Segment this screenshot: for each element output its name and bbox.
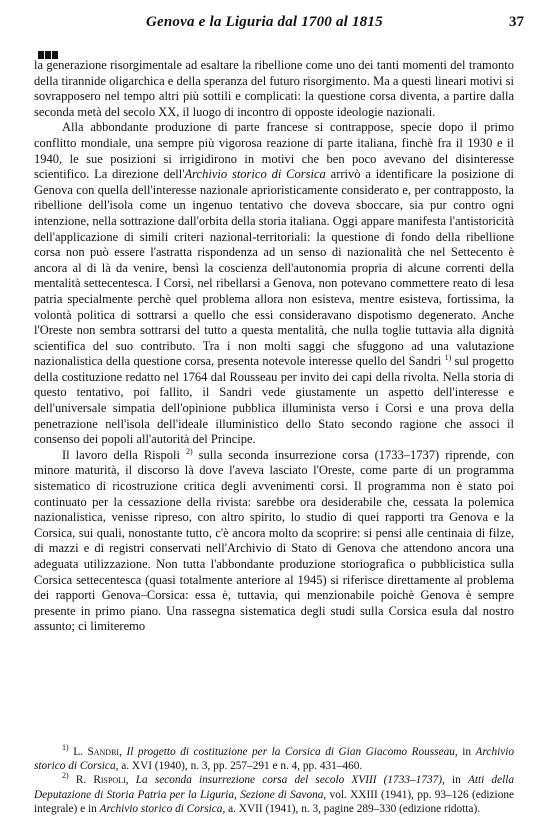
paragraph (34, 448, 514, 635)
text-run: Alla abbondante produzione di parte francese si contrappose, specie dopo il primo conflitto mondiale, una sempre più vigorosa reazione di parte italiana, finchè fra il 1930 e il 1940, le sue posizioni si irrigidirono in motivi che ben poco avevano del disinteresse scientifico. La direzione dell' (34, 120, 514, 182)
footnote-ref: 2) (62, 771, 69, 781)
text-run: arrivò a identificare la posizione di Genova con quella dell'interesse nazionale aprioristicamente considerato e, per contrapposto, la ribellione dell'isola come un ingenuo tentativo che doveva sboccare, sia pur contro ogni intenzione, nella sottrazione dall'orbita della storia italiana. Oggi appare manifesta l'antistoricità dell'applicazione di simili criteri nazional-territoriali: la questione di fondo della ribellione corsa non può essere l'astratta rispondenza ad un senso di nazionalità che nel Settecento è ancora al di là da venire, bensì la coscienza dell'autonomia propria di alcune correnti della mentalità settecentesca. I Corsi, nel ribellarsi a Genova, non potevano commettere reato di lesa patria specialmente perchè quel problema allora non esisteva, mentre esisteva, fortissima, la volontà politica di sottrarsi a quello che essi consideravano dispotismo degenerato. Anche l'Oreste non sembra sottrarsi del tutto a questa mentalità, che nulla toglie tuttavia alla dignità scientifica del suo contributo. Tra i non molti saggi che sfuggono ad una valutazione nazionalistica della questione corsa, presenta notevole interesse quello del Sandri (34, 167, 514, 369)
text-run: L. Sandri (73, 746, 120, 758)
text-run: Archivio storico di Corsica (184, 167, 326, 182)
print-artifact (38, 44, 64, 52)
text-run: , a. XVII (1941), n. 3, pagine 289–330 (edizione ridotta). (222, 802, 481, 815)
running-header (36, 14, 532, 34)
paragraph (34, 120, 514, 447)
text-run: , in (454, 746, 476, 758)
text-run: la generazione risorgimentale ad esaltare la ribellione come uno dei tanti momenti del tramonto della tirannide oligarchica e della speranza del futuro risorgimento. Ma a questi lineari motivi si sovrapposero nel tempo altri più sottili e complicati: la questione corsa diventa, a partire dalla seconda metà del secolo XX, il luogo di incontro di opposte ideologie nazionali. (34, 58, 514, 119)
footnote (34, 773, 514, 816)
text-run: sulla seconda insurrezione corsa (1733–1737) riprende, con minore maturità, il discorso là dove l'aveva lasciato l'Oreste, come parte di un programma sistematico di ricostruzione critica degli avvenimenti corsi. Il programma non è stato poi continuato per la cessazione della rivista: sarebbe ora desiderabile che, cessata la polemica nazionalistica, venisse ripreso, con altro spirito, lo studio di quei rapporti tra Genova e la Corsica, sui quali, nonostante tutto, c'è ancora molto da scoprire: si pensi alle centinaia di filze, di mazzi e di registri conservati nell'Archivio di Stato di Genova che attendono ancora una adeguata utilizzazione. Non tutta l'abbondante produzione storiografica o pubblicistica sulla Corsica settecentesca (quasi totalmente anteriore al 1945) si riferisce direttamente al problema dei rapporti Genova–Corsica: essa è, tuttavia, qui menzionabile poichè Genova è sempre presente in primo piano. Una rassegna sistematica degli studi sulla Corsica esula dal nostro assunto; ci limiteremo (34, 447, 515, 634)
text-run: , in (442, 774, 468, 787)
footnote-ref: 1) (444, 353, 452, 363)
text-run: La seconda insurrezione corsa del secolo XVIII (1733–1737) (135, 774, 443, 787)
footnote (34, 745, 514, 773)
main-text (34, 58, 514, 635)
text-run (69, 774, 76, 786)
text-run: , vol. XXIII (1941), pp. 93–126 (edizione integrale) e in (34, 788, 514, 815)
running-title: Genova e la Liguria dal 1700 al 1815 (146, 14, 383, 30)
text-run: Archivio storico di Corsica (99, 802, 223, 815)
text-run: Atti della Deputazione di Storia Patria per la Liguria, Sezione di Savona (34, 774, 515, 801)
footnote-ref: 2) (185, 446, 193, 456)
footnote-ref: 1) (62, 743, 69, 753)
text-run: sul progetto della costituzione redatto nel 1764 dal Rousseau per invito dei capi della rivolta. Nella storia di questo tentativo, poi fallito, il Sandri vede giustamente un aspetto dell'interesse e dell'universale simpatia dell'opinione pubblica illuminista verso i Corsi e una prova della penetrazione nell'isola dell'ideale illuministico dello Stato secondo ragione che associ il consenso dei popoli all'autorità del Principe. (34, 354, 514, 447)
text-run: , (125, 774, 136, 787)
text-run: Il progetto di costituzione per la Corsica di Gian Giacomo Rousseau (126, 746, 455, 758)
text-run: Archivio storico di Corsica (34, 746, 515, 773)
footnotes (34, 745, 514, 816)
text-run: , (119, 746, 127, 758)
text-run: R. Rispoli (75, 774, 126, 787)
paragraph (34, 58, 514, 120)
text-run: , a. XVI (1940), n. 3, pp. 257–291 e n. 4, pp. 431–460. (115, 760, 363, 773)
text-run: Il lavoro della Rispoli (62, 447, 186, 462)
page-number: 37 (509, 14, 524, 30)
